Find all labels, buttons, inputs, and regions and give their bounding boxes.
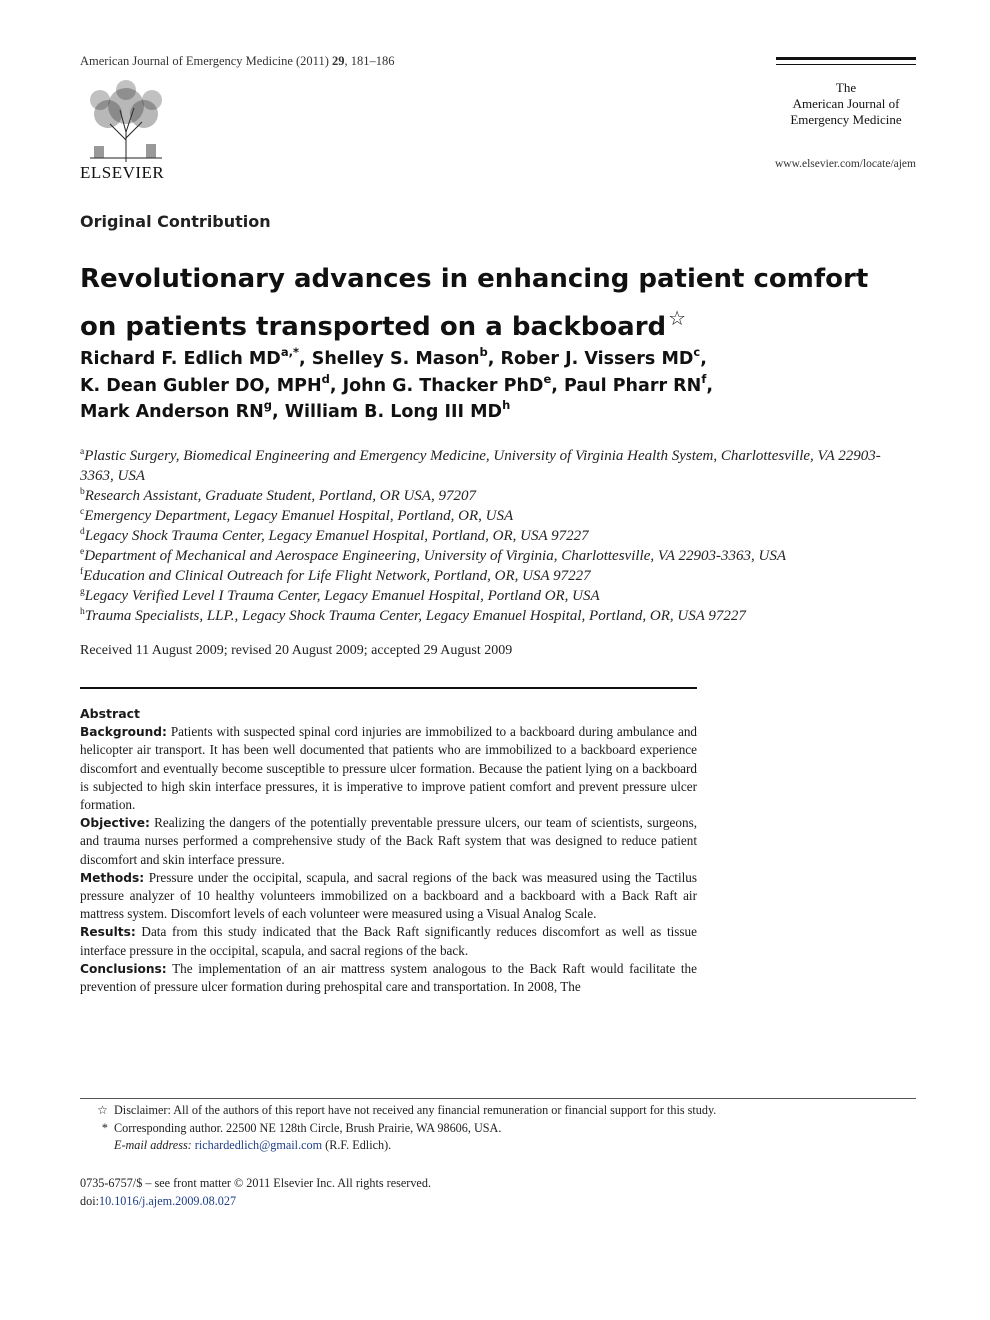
abstract-label: Objective: [80, 816, 150, 831]
author-name: Shelley S. Mason [311, 349, 480, 369]
journal-citation [80, 54, 395, 69]
author-list: Richard F. Edlich $MD^{a,*}$, Shelley S. Mason$^b$, Rober J. Vissers $MD^c$, K. Dean Gubler DO, MPH$^d$, John G. Thacker PhD$^e$, Paul Pharr $RN^f$, Mark Anderson $RN^g$, William B. Long III $MD^h$ [80, 345, 713, 422]
email-suffix: (R.F. Edlich). [325, 1138, 392, 1152]
author-affil-sup[interactable]: h [502, 398, 511, 412]
affiliation-item [80, 486, 910, 506]
author-name: K. Dean Gubler DO, MPH [80, 375, 322, 396]
citation-pages: , 181–186 [344, 54, 395, 68]
affiliation-sup: d [80, 527, 85, 537]
footnote-asterisk: * [101, 1121, 108, 1135]
disclaimer-text: Disclaimer: All of the authors of this report have not received any financial remuneration or financial support for this study. [114, 1103, 717, 1117]
journal-title-block [776, 80, 916, 128]
abstract-text: Realizing the dangers of the potentially preventable pressure ulcers, our team of scientists, surgeons, and trauma nurses performed a comprehensive study of the Back Raft system that was designed to reduce patient discomfort and skin interface pressure. [80, 815, 698, 867]
abstract-text: Data from this study indicated that the Back Raft significantly reduces discomfort as well as tissue interface pressure in the occipital, scapula, and sacral regions of the back. [80, 924, 698, 958]
author-name: John G. Thacker PhD [342, 375, 544, 396]
issn-line: 0735-6757/$ – see front matter © 2011 Elsevier Inc. All rights reserved. [80, 1176, 431, 1190]
affiliation-text: Education and Clinical Outreach for Life Flight Network, Portland, OR, USA 97227 [83, 568, 591, 584]
affiliation-item [80, 506, 910, 526]
affiliation-text: Emergency Department, Legacy Emanuel Hospital, Portland, OR, USA [84, 508, 514, 524]
author-name: Richard F. Edlich MD [80, 349, 281, 369]
author-affil-sup[interactable]: b [479, 345, 488, 359]
affiliation-text: Research Assistant, Graduate Student, Portland, OR USA, 97207 [84, 488, 476, 504]
affiliation-text: Plastic Surgery, Biomedical Engineering and Emergency Medicine, University of Virginia Health System, Charlottesville, VA 22903-3363, USA [80, 448, 881, 484]
affiliation-sup: c [80, 507, 85, 517]
affiliation-sup: a [80, 447, 85, 457]
affiliation-sup: h [80, 607, 85, 617]
abstract-heading: Abstract [80, 706, 141, 721]
disclaimer-footnote [80, 1103, 916, 1118]
author-name: Mark Anderson RN [80, 402, 264, 422]
affiliation-list [80, 446, 910, 626]
copyright-block [80, 1174, 431, 1210]
abstract-paragraph [80, 723, 697, 814]
affiliation-sup: f [80, 567, 84, 577]
email-link[interactable]: richardedlich@gmail.com [194, 1138, 323, 1152]
journal-title-line: Emergency Medicine [790, 112, 902, 127]
author-affil-sup[interactable]: g [263, 398, 272, 412]
email-label: E-mail address: [114, 1138, 192, 1152]
article-type: Original Contribution [80, 212, 271, 231]
abstract-paragraph [80, 869, 697, 924]
affiliation-text: Department of Mechanical and Aerospace Engineering, University of Virginia, Charlottesville, VA 22903-3363, USA [84, 548, 787, 564]
abstract-paragraph [80, 923, 697, 959]
abstract-top-rule [80, 687, 697, 689]
abstract-text: Patients with suspected spinal cord injuries are immobilized to a backboard during ambulance and helicopter air transport. It has been well documented that patients who are immobilized to a backboard experience discomfort and eventually become susceptible to pressure ulcer formation. Because the patient lying on a backboard is subjected to high skin interface pressures, it is imperative to improve patient comfort and prevent pressure ulcer formation. [80, 724, 698, 813]
author-affil-sup[interactable]: f [701, 371, 707, 386]
journal-title-line: American Journal of [792, 96, 900, 111]
citation-journal: American Journal of Emergency Medicine (2011) [80, 54, 329, 68]
article-title [80, 260, 910, 347]
abstract-label: Results: [80, 925, 136, 940]
abstract-paragraph [80, 814, 697, 869]
author-affil-sup[interactable]: a,* [280, 345, 299, 359]
footnote-star-icon: ☆ [97, 1103, 108, 1117]
abstract-text: Pressure under the occipital, scapula, and sacral regions of the back was measured using the Tactilus pressure analyzer of 10 healthy volunteers immobilized on a backboard and a backboard with a Back Raft air mattress system. Discomfort levels of each volunteer were measured using a Visual Analog Scale. [80, 869, 697, 922]
corresponding-text: Corresponding author. 22500 NE 128th Circle, Brush Prairie, WA 98606, USA. [114, 1121, 502, 1135]
abstract-paragraph [80, 960, 697, 996]
affiliation-item [80, 566, 910, 586]
affiliation-item [80, 446, 910, 486]
email-footnote [80, 1138, 916, 1153]
affiliation-item [80, 526, 910, 546]
affiliation-sup: e [80, 547, 85, 557]
abstract [80, 705, 697, 996]
affiliation-item [80, 546, 910, 566]
abstract-label: Background: [80, 725, 167, 740]
affiliation-text: Trauma Specialists, LLP., Legacy Shock Trauma Center, Legacy Emanuel Hospital, Portland, OR, USA 97227 [84, 608, 746, 624]
abstract-label: Conclusions: [80, 961, 167, 976]
journal-rule-thick [776, 57, 916, 60]
author-affil-sup[interactable]: d [321, 371, 330, 386]
citation-volume: 29 [332, 54, 345, 68]
author-name: William B. Long III MD [284, 402, 503, 422]
doi-line [80, 1192, 431, 1210]
received-dates: Received 11 August 2009; revised 20 August 2009; accepted 29 August 2009 [80, 643, 513, 658]
affiliation-sup: g [80, 587, 85, 597]
elsevier-wordmark: ELSEVIER [80, 163, 165, 182]
affiliation-text: Legacy Shock Trauma Center, Legacy Emanuel Hospital, Portland, OR, USA 97227 [84, 528, 589, 544]
journal-title-line: The [835, 80, 857, 95]
affiliation-item [80, 586, 910, 606]
doi-link[interactable]: 10.1016/j.ajem.2009.08.027 [98, 1194, 237, 1208]
affiliation-text: Legacy Verified Level I Trauma Center, Legacy Emanuel Hospital, Portland OR, USA [84, 588, 600, 604]
author-name: Paul Pharr RN [564, 375, 702, 396]
journal-rule-thin [776, 64, 916, 65]
abstract-text: The implementation of an air mattress system analogous to the Back Raft would facilitate the prevention of pressure ulcer formation during prehospital care and transportation. In 2008, The [80, 960, 697, 995]
article-title-text: Revolutionary advances in enhancing patient comfort on patients transported on a backboard [80, 264, 869, 342]
title-footnote-star-icon[interactable]: ☆ [668, 306, 687, 330]
footnote-rule [80, 1098, 916, 1099]
author-name: Rober J. Vissers MD [500, 349, 694, 369]
corresponding-footnote [80, 1121, 916, 1136]
author-affil-sup[interactable]: e [543, 371, 552, 386]
affiliation-sup: b [80, 487, 85, 497]
author-affil-sup[interactable]: c [693, 345, 701, 359]
journal-url-link[interactable]: www.elsevier.com/locate/ajem [774, 158, 916, 170]
doi-prefix: doi: [80, 1194, 99, 1208]
abstract-label: Methods: [80, 870, 145, 885]
affiliation-item [80, 606, 910, 626]
